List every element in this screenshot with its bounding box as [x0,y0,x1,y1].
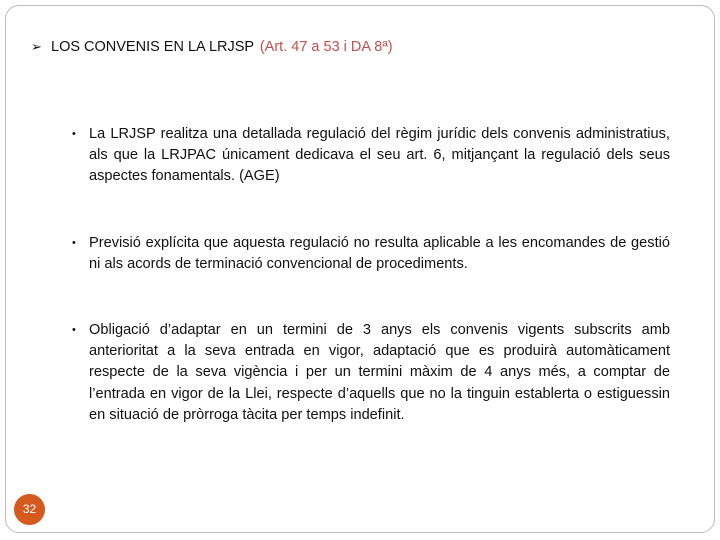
bullet-item [72,124,670,188]
bullet-dot-icon: • [72,237,76,249]
bullet-text: Obligació d’adaptar en un termini de 3 anys els convenis vigents subscrits amb anterioritat a la seva entrada en vigor, adaptació que es produirà automàticament respecte de la seva vigència i per un termini màxim de 4 anys més, a comptar de l’entrada en vigor de la Llei, respecte d’aquells que no la tinguin establerta o estiguessin en situació de pròrroga tàcita per temps indefinit. [89,322,670,423]
slide-title [31,37,393,57]
slide-title-main: LOS CONVENIS EN LA LRJSP [51,39,254,55]
bullet-text: La LRJSP realitza una detallada regulació del règim jurídic dels convenis administratius, als que la LRJPAC únicament dedicava el seu art. 6, mitjançant la regulació dels seus aspectes fonamentals. (AGE) [89,126,670,185]
page-number-badge: 32 [14,494,45,525]
bullet-item [72,320,670,426]
arrow-bullet-icon: ➢ [31,39,42,54]
slide-title-reference: (Art. 47 a 53 i DA 8ª) [259,39,393,55]
bullet-item [72,233,670,275]
bullet-dot-icon: • [72,324,76,336]
bullet-text: Previsió explícita que aquesta regulació no resulta aplicable a les encomandes de gestió ni als acords de terminació convencional de procediments. [89,235,670,273]
bullet-dot-icon: • [72,128,76,140]
